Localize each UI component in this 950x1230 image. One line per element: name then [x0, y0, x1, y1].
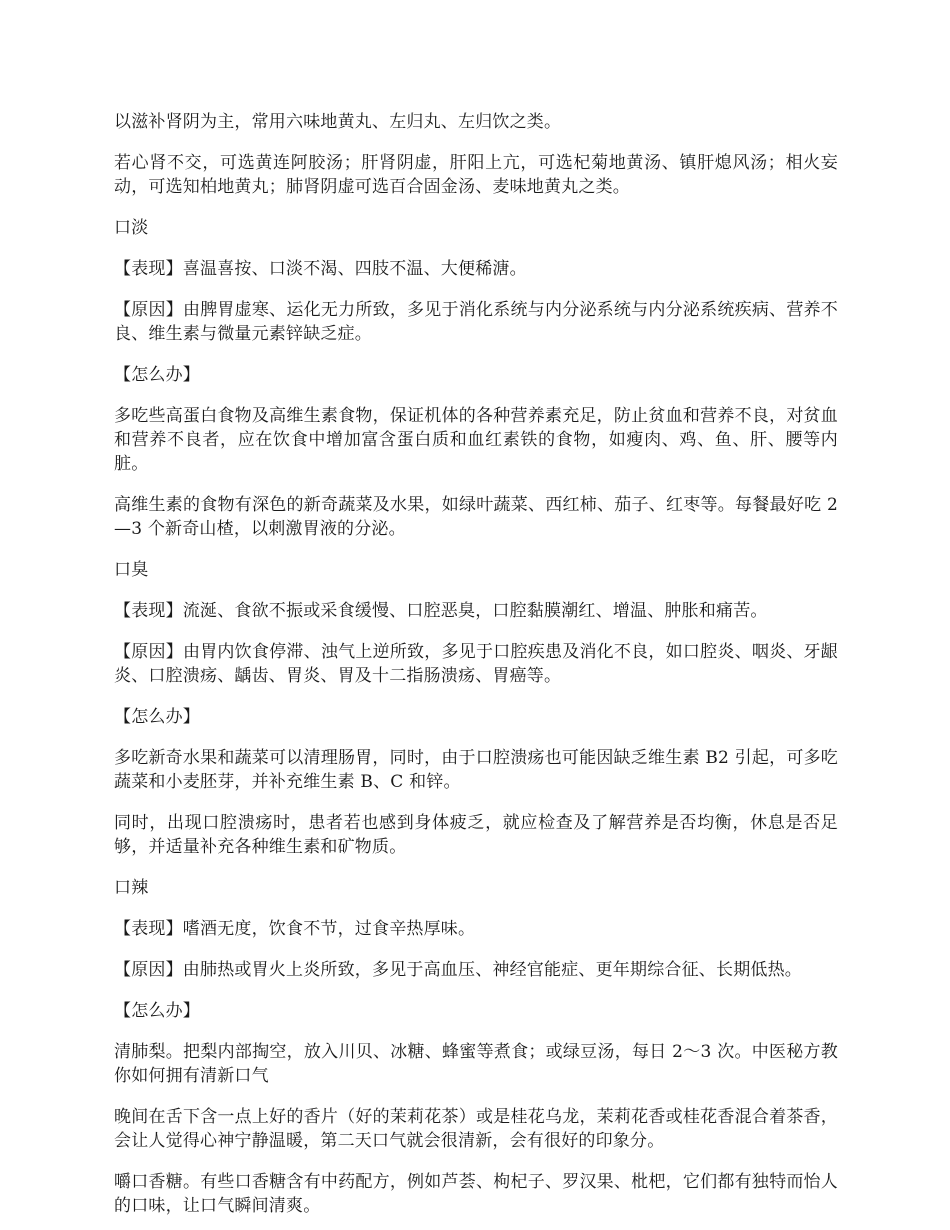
paragraph-2: 若心肾不交，可选黄连阿胶汤；肝肾阴虚，肝阳上亢，可选杞菊地黄汤、镇肝熄风汤；相火妄动，可选知柏地黄丸；肺肾阴虚可选百合固金汤、麦味地黄丸之类。: [114, 153, 838, 197]
section-heading-kou-dan: 口淡: [114, 218, 149, 238]
paragraph-symptoms-2: 【表现】流涎、食欲不振或采食缓慢、口腔恶臭，口腔黏膜潮红、增温、肿胀和痛苦。: [114, 601, 768, 621]
section-heading-kou-la: 口辣: [114, 878, 149, 898]
paragraph-remedy-label-2: 【怎么办】: [114, 707, 200, 727]
paragraph-remedy-2a: 多吃新奇水果和蔬菜可以清理肠胃，同时，由于口腔溃疡也可能因缺乏维生素 B2 引起，可多吃蔬菜和小麦胚芽，并补充维生素 B、C 和锌。: [114, 748, 838, 792]
paragraph-remedy-3c: 嚼口香糖。有些口香糖含有中药配方，例如芦荟、枸杞子、罗汉果、枇杷，它们都有独特而怡人的口味，让口气瞬间清爽。: [114, 1172, 838, 1216]
paragraph-remedy-2b: 同时，出现口腔溃疡时，患者若也感到身体疲乏，就应检查及了解营养是否均衡，休息是否足够，并适量补充各种维生素和矿物质。: [114, 813, 838, 857]
paragraph-symptoms-3: 【表现】嗜酒无度，饮食不节，过食辛热厚味。: [114, 919, 476, 939]
paragraph-1: 以滋补肾阴为主，常用六味地黄丸、左归丸、左归饮之类。: [114, 112, 562, 132]
paragraph-symptoms-1: 【表现】喜温喜按、口淡不渴、四肢不温、大便稀溏。: [114, 259, 527, 279]
paragraph-remedy-3a: 清肺梨。把梨内部掏空，放入川贝、冰糖、蜂蜜等煮食；或绿豆汤，每日 2～3 次。中医秘方教你如何拥有清新口气: [114, 1042, 838, 1086]
paragraph-cause-3: 【原因】由肺热或胃火上炎所致，多见于高血压、神经官能症、更年期综合征、长期低热。: [114, 960, 802, 980]
paragraph-remedy-label-3: 【怎么办】: [114, 1001, 200, 1021]
paragraph-remedy-label-1: 【怎么办】: [114, 365, 200, 385]
section-heading-kou-chou: 口臭: [114, 560, 149, 580]
paragraph-remedy-1b: 高维生素的食物有深色的新奇蔬菜及水果，如绿叶蔬菜、西红柿、茄子、红枣等。每餐最好吃 2—3 个新奇山楂，以刺激胃液的分泌。: [114, 495, 838, 539]
paragraph-remedy-1a: 多吃些高蛋白食物及高维生素食物，保证机体的各种营养素充足，防止贫血和营养不良，对贫血和营养不良者，应在饮食中增加富含蛋白质和血红素铁的食物，如瘦肉、鸡、鱼、肝、腰等内脏。: [114, 406, 838, 474]
paragraph-cause-2: 【原因】由胃内饮食停滞、浊气上逆所致，多见于口腔疾患及消化不良，如口腔炎、咽炎、牙龈炎、口腔溃疡、龋齿、胃炎、胃及十二指肠溃疡、胃癌等。: [114, 642, 838, 686]
paragraph-remedy-3b: 晚间在舌下含一点上好的香片（好的茉莉花茶）或是桂花乌龙，茉莉花香或桂花香混合着茶香，会让人觉得心神宁静温暖，第二天口气就会很清新，会有很好的印象分。: [114, 1107, 838, 1151]
paragraph-cause-1: 【原因】由脾胃虚寒、运化无力所致，多见于消化系统与内分泌系统与内分泌系统疾病、营养不良、维生素与微量元素锌缺乏症。: [114, 300, 838, 344]
